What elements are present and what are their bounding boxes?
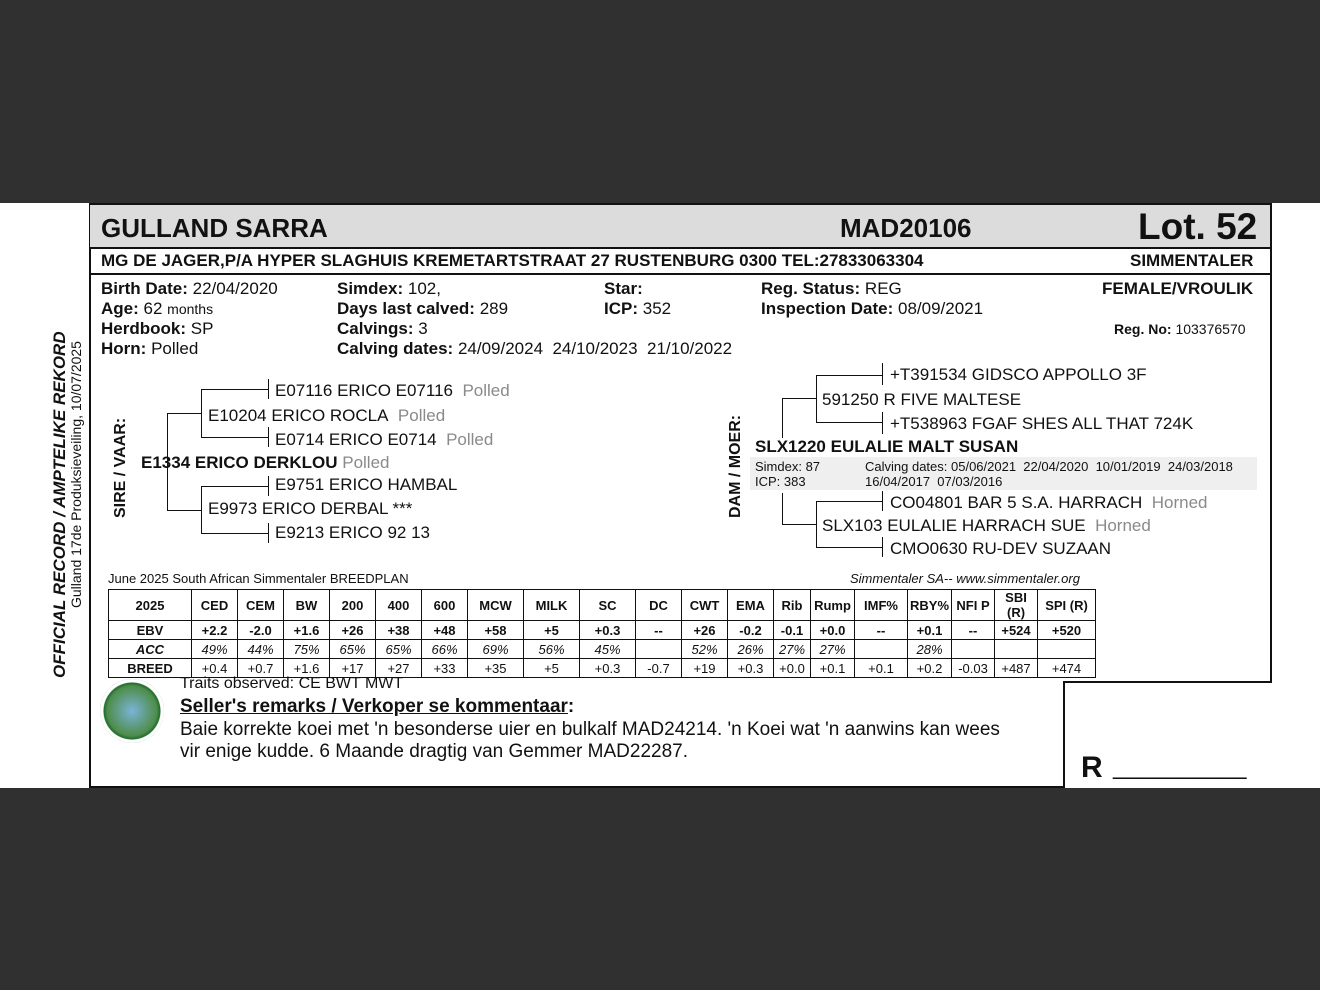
breedplan-header-cell: Rump <box>811 590 855 621</box>
breedplan-breed-cell: -0.7 <box>636 659 682 678</box>
pedigree-line <box>816 547 883 548</box>
dam-calving-dates-cont: 16/04/2017 07/03/2016 <box>865 474 1003 489</box>
breedplan-breed-cell: +0.3 <box>728 659 774 678</box>
pedigree-line <box>268 427 269 447</box>
pedigree-line <box>201 437 269 438</box>
breedplan-header-cell: SC <box>580 590 636 621</box>
dam-icp: ICP: 383 <box>755 474 806 489</box>
breedplan-header-cell: IMF% <box>855 590 908 621</box>
age: Age: 62 months <box>101 299 214 318</box>
pedigree-line <box>167 413 202 414</box>
pedigree-line <box>167 510 202 511</box>
pedigree-line <box>268 476 269 496</box>
breedplan-breed-cell: +5 <box>524 659 580 678</box>
breedplan-acc-cell <box>636 640 682 659</box>
breedplan-breed-cell: +0.1 <box>811 659 855 678</box>
breedplan-breed-cell: BREED <box>109 659 192 678</box>
pedigree-line <box>201 486 269 487</box>
sire-dam-dam: E9213 ERICO 92 13 <box>275 523 430 542</box>
breedplan-ebv-cell: EBV <box>109 621 192 640</box>
breedplan-breed-cell: +1.6 <box>284 659 330 678</box>
owner-address: MG DE JAGER,P/A HYPER SLAGHUIS KREMETARTSTRAAT 27 RUSTENBURG 0300 TEL:27833063304 <box>101 251 924 270</box>
icp: ICP: 352 <box>604 299 672 318</box>
inspection-date: Inspection Date: 08/09/2021 <box>761 299 984 318</box>
sire-sire-sire: E07116 ERICO E07116 Polled <box>275 381 510 400</box>
breedplan-ebv-cell: -0.2 <box>728 621 774 640</box>
breedplan-acc-cell <box>995 640 1038 659</box>
dam-sire-dam: +T538963 FGAF SHES ALL THAT 724K <box>890 414 1194 433</box>
days-last-calved: Days last calved: 289 <box>337 299 509 318</box>
breedplan-breed-cell: +474 <box>1038 659 1096 678</box>
breedplan-acc-cell: 26% <box>728 640 774 659</box>
dam-sire: 591250 R FIVE MALTESE <box>822 390 1022 409</box>
breedplan-header-cell: 600 <box>422 590 468 621</box>
official-record-label: OFFICIAL RECORD / AMPTELIKE REKORD <box>50 331 69 678</box>
breedplan-breed-cell: +0.3 <box>580 659 636 678</box>
breedplan-acc-cell <box>952 640 995 659</box>
horn-status: Horn: Polled <box>101 339 199 358</box>
calving-dates: Calving dates: 24/09/2024 24/10/2023 21/10/2022 <box>337 339 733 358</box>
card-header <box>90 205 1271 249</box>
breedplan-breed-cell: +487 <box>995 659 1038 678</box>
sire-name: E1334 ERICO DERKLOU Polled <box>141 453 390 472</box>
reg-status: Reg. Status: REG <box>761 279 902 298</box>
price-blank: __________ <box>1113 753 1247 780</box>
breedplan-acc-cell: 56% <box>524 640 580 659</box>
pedigree-line <box>882 491 883 511</box>
breedplan-header-cell: DC <box>636 590 682 621</box>
breedplan-acc-cell: 52% <box>682 640 728 659</box>
breedplan-ebv-cell: +26 <box>682 621 728 640</box>
breedplan-acc-cell: 69% <box>468 640 524 659</box>
sire-side-label: SIRE / VAAR: <box>112 417 129 518</box>
pedigree-line <box>201 486 202 534</box>
breedplan-breed-cell: +0.0 <box>774 659 811 678</box>
breedplan-breed-cell: -0.03 <box>952 659 995 678</box>
star: Star: <box>604 279 643 298</box>
simdex: Simdex: 102, <box>337 279 441 298</box>
pedigree-line <box>882 537 883 557</box>
remarks-heading: Seller's remarks / Verkoper se kommentaar: <box>180 696 575 717</box>
breedplan-header-cell: 2025 <box>109 590 192 621</box>
breedplan-acc-cell: 27% <box>774 640 811 659</box>
breedplan-ebv-cell: +0.0 <box>811 621 855 640</box>
dam-calving-dates: Calving dates: 05/06/2021 22/04/2020 10/01/2019 24/03/2018 <box>865 459 1233 474</box>
calvings: Calvings: 3 <box>337 319 428 338</box>
breedplan-source: Simmentaler SA-- www.simmentaler.org <box>850 571 1080 586</box>
pedigree-line <box>816 422 883 423</box>
breedplan-header-cell: CWT <box>682 590 728 621</box>
breedplan-caption: June 2025 South African Simmentaler BREEDPLAN <box>108 571 409 586</box>
reg-no: Reg. No: 103376570 <box>1114 321 1246 337</box>
dam-simdex: Simdex: 87 <box>755 459 821 474</box>
herdbook: Herdbook: SP <box>101 319 214 338</box>
animal-reg-id: MAD20106 <box>840 213 972 243</box>
breedplan-header-cell: EMA <box>728 590 774 621</box>
birth-date: Birth Date: 22/04/2020 <box>101 279 278 298</box>
breedplan-header-cell: SPI (R) <box>1038 590 1096 621</box>
breedplan-header-cell: 200 <box>330 590 376 621</box>
dam-dam-dam: CMO0630 RU-DEV SUZAAN <box>890 539 1112 558</box>
breedplan-acc-cell: 49% <box>192 640 238 659</box>
dam-dam-sire: CO04801 BAR 5 S.A. HARRACH Horned <box>890 493 1208 512</box>
breedplan-ebv-cell: +2.2 <box>192 621 238 640</box>
pedigree-line <box>882 412 883 434</box>
breedplan-header-cell: RBY% <box>908 590 952 621</box>
breedplan-header-cell: MILK <box>524 590 580 621</box>
lot-number: Lot. 52 <box>1138 206 1258 247</box>
breedplan-ebv-row <box>109 621 1096 640</box>
breedplan-ebv-cell: -- <box>952 621 995 640</box>
breedplan-header-cell: CEM <box>238 590 284 621</box>
breedplan-breed-cell: +0.7 <box>238 659 284 678</box>
breedplan-breed-cell: +19 <box>682 659 728 678</box>
breedplan-breed-cell: +0.2 <box>908 659 952 678</box>
breedplan-header-cell: CED <box>192 590 238 621</box>
pedigree-line <box>268 379 269 399</box>
traits-observed: Traits observed: CE BWT MWT <box>180 675 404 692</box>
breedplan-breed-cell: +17 <box>330 659 376 678</box>
pedigree-line <box>268 523 269 543</box>
breedplan-acc-cell <box>855 640 908 659</box>
breedplan-ebv-cell: -2.0 <box>238 621 284 640</box>
breedplan-breed-cell: +0.4 <box>192 659 238 678</box>
breedplan-ebv-cell: -- <box>636 621 682 640</box>
dam-name: SLX1220 EULALIE MALT SUSAN <box>755 437 1019 456</box>
pedigree-line <box>201 533 269 534</box>
breedplan-acc-row <box>109 640 1096 659</box>
dam-dam: SLX103 EULALIE HARRACH SUE Horned <box>822 516 1151 535</box>
pedigree-line <box>816 501 883 502</box>
breedplan-ebv-cell: +0.3 <box>580 621 636 640</box>
pedigree-line <box>782 493 783 525</box>
pedigree-line <box>201 389 269 390</box>
remarks-line-2: vir enige kudde. 6 Maande dragtig van Gemmer MAD22287. <box>180 741 688 762</box>
breedplan-breed-cell: +0.1 <box>855 659 908 678</box>
breedplan-acc-cell: 65% <box>330 640 376 659</box>
breedplan-acc-cell: ACC <box>109 640 192 659</box>
breedplan-ebv-cell: +0.1 <box>908 621 952 640</box>
lot-card-page <box>0 203 1320 788</box>
sale-label: Gulland 17de Produksieveiling, 10/07/2025 <box>68 341 84 608</box>
price-box <box>1063 681 1272 788</box>
pedigree-line <box>782 524 817 525</box>
breedplan-breed-cell: +33 <box>422 659 468 678</box>
breedplan-ebv-cell: +524 <box>995 621 1038 640</box>
breedplan-ebv-cell: -0.1 <box>774 621 811 640</box>
breedplan-acc-cell: 66% <box>422 640 468 659</box>
pedigree-line <box>816 375 817 423</box>
breedplan-acc-cell: 44% <box>238 640 284 659</box>
breedplan-ebv-cell: -- <box>855 621 908 640</box>
pedigree-line <box>782 398 817 399</box>
breedplan-acc-cell: 27% <box>811 640 855 659</box>
breedplan-header-cell: NFI P <box>952 590 995 621</box>
breedplan-ebv-cell: +48 <box>422 621 468 640</box>
breedplan-header-cell: MCW <box>468 590 524 621</box>
simmentaler-sa-logo-icon <box>100 679 164 743</box>
animal-name: GULLAND SARRA <box>101 213 328 243</box>
breedplan-ebv-cell: +38 <box>376 621 422 640</box>
card-bottom-border <box>89 786 1064 788</box>
sex-label: FEMALE/VROULIK <box>1102 279 1254 298</box>
breedplan-breed-cell: +27 <box>376 659 422 678</box>
sire-sire-dam: E0714 ERICO E0714 Polled <box>275 430 494 449</box>
breedplan-acc-cell: 65% <box>376 640 422 659</box>
pedigree-line <box>782 398 783 438</box>
breedplan-acc-cell: 75% <box>284 640 330 659</box>
breedplan-acc-cell <box>1038 640 1096 659</box>
card-right-border <box>1270 203 1272 683</box>
pedigree-line <box>816 375 883 376</box>
pedigree-line <box>882 363 883 385</box>
breedplan-acc-cell: 45% <box>580 640 636 659</box>
pedigree-line <box>816 501 817 548</box>
breedplan-table <box>108 589 1096 678</box>
breedplan-header-row <box>109 590 1096 621</box>
sire-dam-sire: E9751 ERICO HAMBAL <box>275 475 458 494</box>
dam-sire-sire: +T391534 GIDSCO APPOLLO 3F <box>890 365 1147 384</box>
breedplan-ebv-cell: +26 <box>330 621 376 640</box>
breedplan-acc-cell: 28% <box>908 640 952 659</box>
breedplan-header-cell: BW <box>284 590 330 621</box>
breedplan-header-cell: 400 <box>376 590 422 621</box>
breedplan-header-cell: Rib <box>774 590 811 621</box>
sire-dam: E9973 ERICO DERBAL *** <box>208 499 413 518</box>
dam-details-box <box>750 457 1257 490</box>
owner-row <box>90 249 1271 275</box>
currency-label: R <box>1081 751 1103 784</box>
dam-side-label: DAM / MOER: <box>727 414 744 518</box>
breedplan-ebv-cell: +5 <box>524 621 580 640</box>
breedplan-ebv-cell: +520 <box>1038 621 1096 640</box>
remarks-line-1: Baie korrekte koei met 'n besonderse uier en bulkalf MAD24214. 'n Koei wat 'n aanwins kan wees <box>180 719 1000 740</box>
sire-sire: E10204 ERICO ROCLA Polled <box>208 406 446 425</box>
breedplan-ebv-cell: +1.6 <box>284 621 330 640</box>
breedplan-breed-cell: +35 <box>468 659 524 678</box>
breedplan-header-cell: SBI (R) <box>995 590 1038 621</box>
breedplan-ebv-cell: +58 <box>468 621 524 640</box>
breed-label: SIMMENTALER <box>1130 251 1254 270</box>
